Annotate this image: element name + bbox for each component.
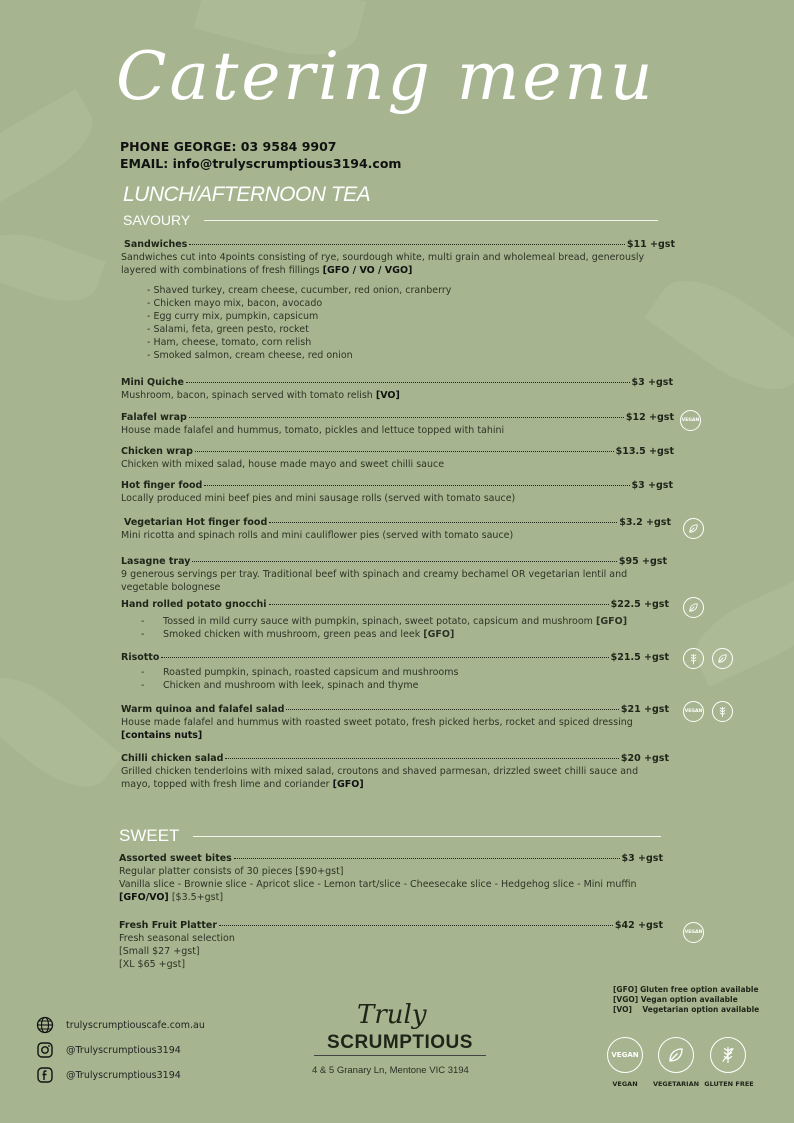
menu-item-lasagne [121,555,667,594]
footer-instagram[interactable] [36,1041,181,1059]
item-header [121,598,669,611]
dot-leader [186,382,630,383]
item-name: Hot finger food [121,480,203,491]
item-price: $3 +gst [631,377,673,388]
dietary-tag: [GFO] [423,629,455,640]
page-title: Catering menu [116,38,656,115]
menu-item-vegetarian-hot-finger-food [121,516,671,542]
item-description-text: Sandwiches cut into 4points consisting of rye, sourdough white, multi grain and wholemeal bread, generously layered with combinations of fresh fillings [121,252,645,276]
dash: - [141,667,145,678]
sweet-heading [119,826,661,846]
savoury-heading-label: SAVOURY [123,212,191,228]
item-header [121,651,669,664]
dot-leader [234,858,620,859]
sweet-heading-label: SWEET [119,826,180,845]
item-header [119,919,663,932]
wheat-icon [712,701,733,722]
dash: - [141,616,145,627]
item-price: $11 +gst [626,239,675,250]
dot-leader [269,604,609,605]
vegan-legend-icon: VEGAN [607,1037,643,1073]
item-name: Falafel wrap [121,412,187,423]
item-name: Risotto [121,652,160,663]
item-description: [XL $65 +gst] [119,959,186,970]
savoury-heading [123,212,658,228]
option-text: Smoked chicken with mushroom, green peas and leek [163,629,421,640]
item-description: Chicken with mixed salad, house made mayo and sweet chilli sauce [121,459,445,470]
item-price: $12 +gst [625,412,674,423]
list-item: - Shaved turkey, cream cheese, cucumber, red onion, cranberry [147,285,452,296]
dietary-legend [613,985,759,1015]
website-link[interactable]: trulyscrumptiouscafe.com.au [66,1019,205,1031]
item-name: Sandwiches [124,239,188,250]
item-header [121,238,675,251]
option-text: Chicken and mushroom with leek, spinach and thyme [163,680,419,691]
list-item: - Smoked salmon, cream cheese, red onion [147,350,353,361]
item-name: Fresh Fruit Platter [119,920,218,931]
item-price: $13.5 +gst [615,446,674,457]
item-price: $20 +gst [620,753,669,764]
email-contact: EMAIL: info@trulyscrumptious3194.com [120,156,402,171]
legend-line: [VO] Vegetarian option available [613,1005,760,1014]
item-header [121,479,673,492]
list-item: - Egg curry mix, pumpkin, capsicum [147,311,319,322]
dietary-tag: [contains nuts] [121,730,203,741]
list-item: - Chicken mayo mix, bacon, avocado [147,298,323,309]
background-leaf [0,89,106,211]
footer-facebook[interactable] [36,1066,181,1084]
item-name: Assorted sweet bites [119,853,232,864]
wheat-icon [683,648,704,669]
dot-leader [192,561,617,562]
item-description: Fresh seasonal selection [119,933,235,944]
menu-item-risotto [121,651,669,692]
background-leaf [0,221,106,314]
wheat-icon [710,1037,746,1073]
logo-script-text: Truly [357,1000,427,1030]
instagram-handle[interactable]: @Trulyscrumptious3194 [66,1044,181,1056]
vegan-label: VEGAN [612,1080,638,1088]
item-header [121,703,669,716]
dot-leader [161,657,608,658]
dash: - [141,629,145,640]
item-name: Lasagne tray [121,556,191,567]
gluten-free-label: GLUTEN FREE [704,1080,754,1088]
list-item [141,628,669,641]
item-price: $21 +gst [620,704,669,715]
item-description-text: Grilled chicken tenderloins with mixed salad, croutons and shaved parmesan, drizzled sweet chilli sauce and mayo, topped with fresh lime and coriander [121,766,639,790]
dietary-tag: [GFO] [595,616,628,627]
item-tag-price: [$3.5+gst] [171,892,224,903]
menu-item-hot-finger-food [121,479,673,505]
item-name: Mini Quiche [121,377,184,388]
item-description: Vanilla slice - Brownie slice - Apricot slice - Lemon tart/slice - Cheesecake slice - Hedgehog slice - Mini muffin [119,879,637,890]
menu-item-chilli-chicken-salad [121,752,669,791]
item-description: Mini ricotta and spinach rolls and mini cauliflower pies (served with tomato sauce) [121,530,514,541]
item-price: $21.5 +gst [610,652,669,663]
facebook-icon [36,1066,54,1084]
item-description: Regular platter consists of 30 pieces [$90+gst] [119,866,344,877]
legend-line: [GFO] Gluten free option available [613,985,759,994]
menu-item-chicken-wrap [121,445,674,471]
dash: - [141,680,145,691]
options-list [121,666,669,692]
leaf-icon [683,597,704,618]
item-price: $3.2 +gst [619,517,671,528]
menu-item-quiche [121,376,673,402]
list-item [141,615,669,628]
background-leaf [684,573,794,687]
logo-wordmark: SCRUMPTIOUS [314,1032,486,1056]
dot-leader [269,522,617,523]
item-description: Locally produced mini beef pies and mini sausage rolls (served with tomato sauce) [121,493,516,504]
item-description [121,251,675,277]
item-name: Chicken wrap [121,446,193,457]
item-name: Warm quinoa and falafel salad [121,704,285,715]
item-description-text: Mushroom, bacon, spinach served with tomato relish [121,390,373,401]
dot-leader [189,244,625,245]
item-header [121,516,671,529]
menu-item-sandwiches [121,238,675,362]
legend-line: [VGO] Vegan option available [613,995,738,1004]
item-price: $3 +gst [621,853,663,864]
item-header [121,752,669,765]
list-item [141,666,669,679]
dietary-tag: [GFO/VO] [119,892,169,903]
list-item [141,679,669,692]
dot-leader [225,758,618,759]
sweet-rule [193,836,661,837]
dietary-tag: [VO] [375,390,400,401]
background-leaf [0,659,123,805]
item-name: Chilli chicken salad [121,753,224,764]
dot-leader [204,485,629,486]
dot-leader [286,709,618,710]
globe-icon [36,1016,54,1034]
item-header [119,852,663,865]
vegetarian-label: VEGETARIAN [652,1080,700,1088]
leaf-icon [658,1037,694,1073]
item-header [121,376,673,389]
vegan-badge: VEGAN [680,410,701,431]
item-description [119,891,663,904]
dot-leader [219,925,613,926]
item-description-text: House made falafel and hummus with roasted sweet potato, fresh picked herbs, rocket and spiced dressing [121,717,633,728]
item-name: Hand rolled potato gnocchi [121,599,267,610]
footer-website[interactable] [36,1016,205,1034]
savoury-rule [204,220,658,221]
list-item: - Salami, feta, green pesto, rocket [147,324,309,335]
leaf-icon [712,648,733,669]
item-description: House made falafel and hummus, tomato, pickles and lettuce topped with tahini [121,425,505,436]
item-description: 9 generous servings per tray. Traditional beef with spinach and creamy bechamel OR vegetarian lentil and vegetable bolognese [121,569,628,593]
item-price: $42 +gst [614,920,663,931]
item-header [121,411,674,424]
dot-leader [189,417,624,418]
menu-item-falafel-wrap [121,411,674,437]
dietary-tag: [GFO] [332,779,364,790]
facebook-handle[interactable]: @Trulyscrumptious3194 [66,1069,181,1081]
menu-item-sweet-bites [119,852,663,904]
dietary-tag: [GFO / VO / VGO] [322,265,413,276]
vegan-badge: VEGAN [683,701,704,722]
item-header [121,555,667,568]
menu-item-gnocchi [121,598,669,641]
item-header [121,445,674,458]
item-price: $3 +gst [631,480,673,491]
option-text: Roasted pumpkin, spinach, roasted capsicum and mushrooms [163,667,459,678]
item-name: Vegetarian Hot finger food [124,517,268,528]
fillings-list [121,284,675,362]
item-price: $95 +gst [618,556,667,567]
vegan-badge: VEGAN [683,922,704,943]
menu-item-fruit-platter [119,919,663,971]
list-item: - Ham, cheese, tomato, corn relish [147,337,312,348]
phone-contact: PHONE GEORGE: 03 9584 9907 [120,139,337,154]
item-price: $22.5 +gst [610,599,669,610]
menu-item-quinoa-salad [121,703,669,742]
item-description [121,389,673,402]
leaf-icon [683,518,704,539]
item-description [121,765,669,791]
options-list [121,615,669,641]
dot-leader [195,451,614,452]
item-description: [Small $27 +gst] [119,946,200,957]
address: 4 & 5 Granary Ln, Mentone VIC 3194 [312,1065,469,1076]
section-title: LUNCH/AFTERNOON TEA [123,183,371,206]
item-description [121,716,669,742]
option-text: Tossed in mild curry sauce with pumpkin, spinach, sweet potato, capsicum and mushroom [163,616,593,627]
instagram-icon [36,1041,54,1059]
